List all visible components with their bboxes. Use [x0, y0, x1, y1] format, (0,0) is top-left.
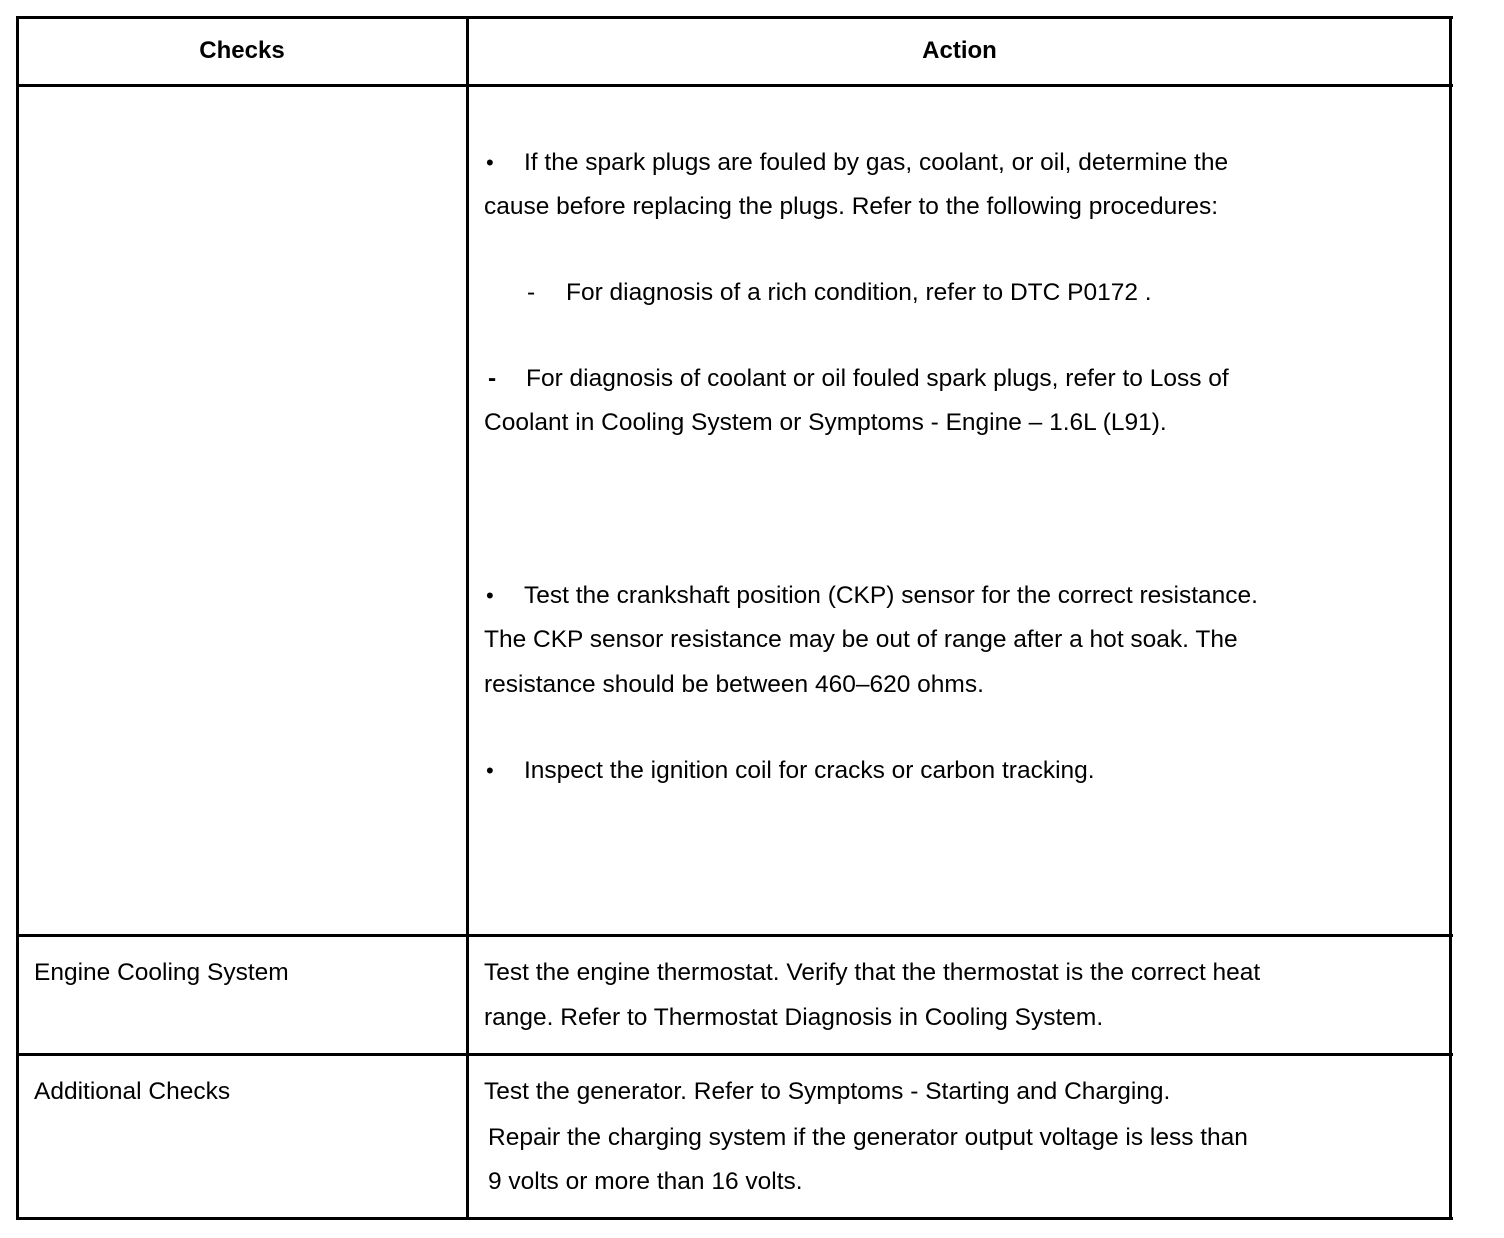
- action-text: cause before replacing the plugs. Refer to the following procedures:: [484, 193, 1219, 220]
- action-text: range. Refer to Thermostat Diagnosis in Cooling System.: [484, 1004, 1104, 1031]
- column-divider: [466, 16, 469, 1220]
- bullet-marker: •: [486, 758, 494, 783]
- action-text: Test the crankshaft position (CKP) sensor for the correct resistance.: [524, 582, 1258, 609]
- action-text: The CKP sensor resistance may be out of range after a hot soak. The: [484, 626, 1238, 653]
- action-text: Test the generator. Refer to Symptoms - Starting and Charging.: [484, 1078, 1171, 1105]
- dash-marker: -: [527, 279, 536, 306]
- sub-item-text: For diagnosis of coolant or oil fouled spark plugs, refer to Loss of: [526, 365, 1229, 392]
- action-text: 9 volts or more than 16 volts.: [488, 1168, 803, 1195]
- bullet-marker: •: [486, 150, 494, 175]
- header-action: Action: [922, 37, 997, 64]
- sub-item-text: For diagnosis of a rich condition, refer to DTC P0172 .: [566, 279, 1152, 306]
- table-left-border: [16, 16, 19, 1220]
- header-checks: Checks: [199, 37, 285, 64]
- dash-marker: -: [488, 365, 497, 392]
- action-text: Inspect the ignition coil for cracks or carbon tracking.: [524, 757, 1095, 784]
- row-divider: [16, 934, 1453, 937]
- sub-item-text: Coolant in Cooling System or Symptoms - Engine – 1.6L (L91).: [484, 409, 1167, 436]
- check-label: Engine Cooling System: [34, 959, 289, 986]
- header-divider: [16, 84, 1453, 87]
- table-bottom-border: [16, 1217, 1453, 1220]
- action-text: Test the engine thermostat. Verify that the thermostat is the correct heat: [484, 959, 1261, 986]
- bullet-marker: •: [486, 583, 494, 608]
- table-top-border: [16, 16, 1453, 19]
- action-text: If the spark plugs are fouled by gas, coolant, or oil, determine the: [524, 149, 1229, 176]
- row-divider: [16, 1053, 1453, 1056]
- action-text: Repair the charging system if the generator output voltage is less than: [488, 1124, 1248, 1151]
- check-label: Additional Checks: [34, 1078, 231, 1105]
- action-text: resistance should be between 460–620 ohms.: [484, 671, 984, 698]
- table-right-border: [1449, 16, 1452, 1220]
